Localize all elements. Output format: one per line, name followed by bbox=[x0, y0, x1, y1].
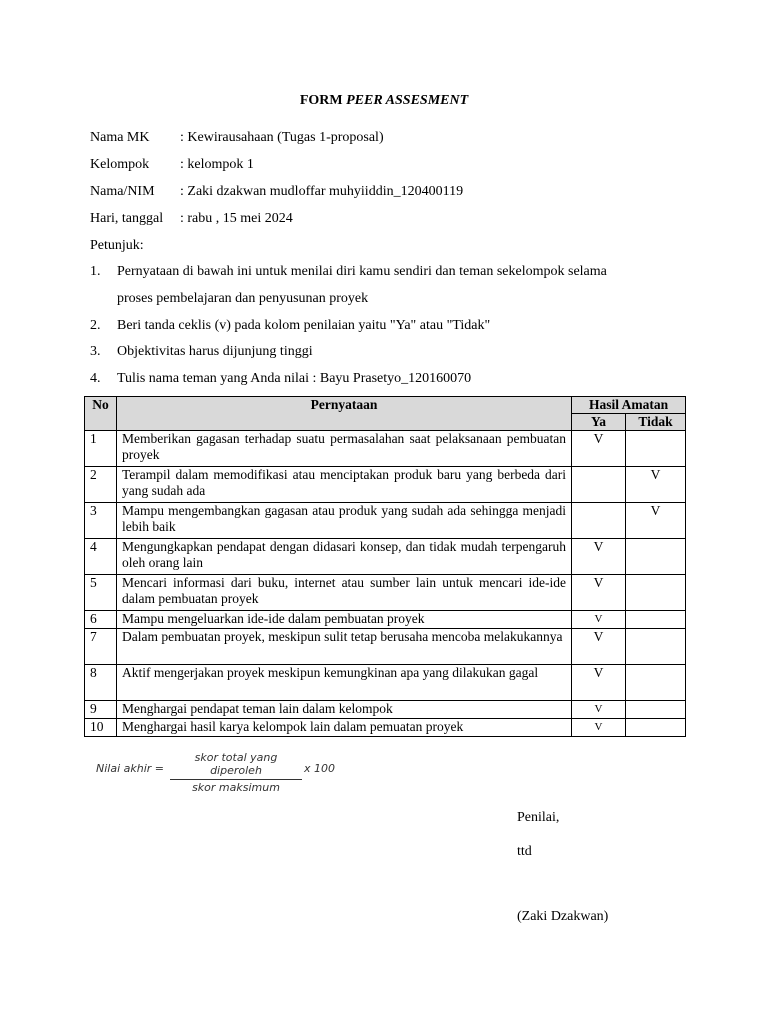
instruction-number: 2. bbox=[90, 318, 101, 333]
row-no-mark[interactable] bbox=[626, 665, 686, 701]
field-label: Hari, tanggal bbox=[90, 211, 164, 226]
final-score-formula bbox=[96, 751, 336, 794]
row-yes-mark[interactable]: V bbox=[572, 611, 626, 629]
assessment-table bbox=[84, 396, 686, 737]
header-no: No bbox=[85, 397, 117, 431]
table-row bbox=[85, 575, 686, 611]
instruction-text: Tulis nama teman yang Anda nilai : Bayu Prasetyo_120160070 bbox=[117, 371, 472, 386]
row-yes-mark[interactable]: V bbox=[572, 629, 626, 665]
row-yes-mark[interactable]: V bbox=[572, 575, 626, 611]
row-statement: Dalam pembuatan proyek, meskipun sulit tetap berusaha mencoba melakukannya bbox=[117, 629, 572, 665]
table-row bbox=[85, 665, 686, 701]
row-yes-mark[interactable]: V bbox=[572, 719, 626, 737]
row-yes-mark[interactable]: V bbox=[572, 665, 626, 701]
row-number: 10 bbox=[85, 719, 117, 737]
row-yes-mark[interactable]: V bbox=[572, 539, 626, 575]
header-no-option: Tidak bbox=[626, 414, 686, 431]
row-yes-mark[interactable]: V bbox=[572, 701, 626, 719]
row-no-mark[interactable] bbox=[626, 575, 686, 611]
field-value: : Kewirausahaan (Tugas 1-proposal) bbox=[180, 130, 384, 145]
row-statement: Mampu mengembangkan gagasan atau produk yang sudah ada sehingga menjadi lebih baik bbox=[117, 503, 572, 539]
instruction-number: 4. bbox=[90, 371, 101, 386]
instruction-number: 1. bbox=[90, 264, 101, 279]
header-yes: Ya bbox=[572, 414, 626, 431]
table-row bbox=[85, 503, 686, 539]
instruction-number: 3. bbox=[90, 344, 101, 359]
row-no-mark[interactable] bbox=[626, 701, 686, 719]
row-yes-mark[interactable] bbox=[572, 503, 626, 539]
form-title: FORM PEER ASSESMENT bbox=[299, 93, 469, 108]
table-header-row bbox=[85, 397, 686, 414]
signature-name: (Zaki Dzakwan) bbox=[517, 909, 609, 924]
field-value: : Zaki dzakwan mudloffar muhyiiddin_120400119 bbox=[180, 184, 464, 199]
formula-rhs: x 100 bbox=[304, 762, 336, 775]
row-number: 7 bbox=[85, 629, 117, 665]
row-no-mark[interactable]: V bbox=[626, 467, 686, 503]
row-yes-mark[interactable] bbox=[572, 467, 626, 503]
row-statement: Terampil dalam memodifikasi atau menciptakan produk baru yang berbeda dari yang sudah ada bbox=[117, 467, 572, 503]
row-statement: Memberikan gagasan terhadap suatu permasalahan saat pelaksanaan pembuatan proyek bbox=[117, 431, 572, 467]
row-no-mark[interactable] bbox=[626, 539, 686, 575]
row-statement: Menghargai pendapat teman lain dalam kelompok bbox=[117, 701, 572, 719]
row-number: 6 bbox=[85, 611, 117, 629]
field-label: Nama MK bbox=[90, 130, 150, 145]
formula-numerator: skor total yang diperoleh bbox=[170, 751, 302, 780]
signature-mark: ttd bbox=[517, 844, 532, 859]
table-row bbox=[85, 719, 686, 737]
peer-assessment-form: FORM PEER ASSESMENT Nama MK : Kewirausahaan (Tugas 1-proposal) Kelompok : kelompok 1 Nama/NIM : Zaki dzakwan mudloffar muhyiiddin_120400119 Hari, tanggal : rabu , 15 mei 2024 Petunjuk: 1. Pernyataan di bawah ini untuk menilai diri kamu sendiri dan teman sekelompok selama proses pembelajaran dan penyusunan proyek 2. Beri tanda ceklis (v) pada kolom penilaian yaitu "Ya" atau "Tidak" 3. Objektivitas harus dijunjung tinggi 4. Tulis nama teman yang Anda nilai : Bayu Prasetyo_120160070 No Pernyataan Hasil Amatan Ya Tidak 1 Memberikan gagasan terhadap suatu permasalahan saat pelaksanaan pembuatan proyek V 2 Terampil dalam memodifikasi atau menciptakan produk baru yang berbeda dari yang sudah ada V 3 Mampu mengembangkan gagasan atau produk yang sudah ada sehingga menjadi lebih baik V 4 Mengungkapkan pendapat dengan didasari konsep, dan tidak mudah terpengaruh oleh orang lain V 5 Mencari informasi dari buku, internet atau sumber lain untuk mencari ide-ide dalam pembuatan proyek V 6 Mampu mengeluarkan ide-ide dalam pembuatan proyek V 7 Dalam pembuatan proyek, meskipun sulit tetap berusaha mencoba melakukannya V 8 Aktif mengerjakan proyek meskipun kemungkinan apa yang dilakukan gagal V 9 Menghargai pendapat teman lain dalam kelompok V 10 Menghargai hasil karya kelompok lain dalam pemuatan proyek V Nilai akhir = skor total yang diperoleh skor maksimum x 100 Penilai, ttd (Zaki Dzakwan) bbox=[0, 0, 768, 1024]
formula-lhs: Nilai akhir = bbox=[96, 762, 165, 775]
header-result: Hasil Amatan bbox=[572, 397, 686, 414]
instruction-text: proses pembelajaran dan penyusunan proyek bbox=[117, 291, 369, 306]
row-number: 9 bbox=[85, 701, 117, 719]
row-statement: Mengungkapkan pendapat dengan didasari konsep, dan tidak mudah terpengaruh oleh orang lain bbox=[117, 539, 572, 575]
row-statement: Mencari informasi dari buku, internet atau sumber lain untuk mencari ide-ide dalam pembuatan proyek bbox=[117, 575, 572, 611]
row-number: 3 bbox=[85, 503, 117, 539]
row-statement: Aktif mengerjakan proyek meskipun kemungkinan apa yang dilakukan gagal bbox=[117, 665, 572, 701]
field-value: : rabu , 15 mei 2024 bbox=[180, 211, 293, 226]
formula-denominator: skor maksimum bbox=[192, 781, 280, 794]
row-no-mark[interactable] bbox=[626, 611, 686, 629]
table-row bbox=[85, 701, 686, 719]
field-label: Nama/NIM bbox=[90, 184, 155, 199]
header-statement: Pernyataan bbox=[117, 397, 572, 431]
row-statement: Menghargai hasil karya kelompok lain dalam pemuatan proyek bbox=[117, 719, 572, 737]
row-yes-mark[interactable]: V bbox=[572, 431, 626, 467]
table-row bbox=[85, 629, 686, 665]
field-label: Kelompok bbox=[90, 157, 150, 172]
formula-fraction bbox=[170, 751, 302, 794]
row-number: 1 bbox=[85, 431, 117, 467]
table-row bbox=[85, 611, 686, 629]
row-number: 8 bbox=[85, 665, 117, 701]
row-no-mark[interactable] bbox=[626, 431, 686, 467]
row-statement: Mampu mengeluarkan ide-ide dalam pembuatan proyek bbox=[117, 611, 572, 629]
instruction-text: Pernyataan di bawah ini untuk menilai diri kamu sendiri dan teman sekelompok selama bbox=[117, 264, 607, 279]
row-number: 4 bbox=[85, 539, 117, 575]
signature-role: Penilai, bbox=[517, 810, 560, 825]
instruction-text: Beri tanda ceklis (v) pada kolom penilaian yaitu "Ya" atau "Tidak" bbox=[117, 318, 491, 333]
row-number: 5 bbox=[85, 575, 117, 611]
field-value: : kelompok 1 bbox=[180, 157, 254, 172]
row-no-mark[interactable] bbox=[626, 629, 686, 665]
table-row bbox=[85, 467, 686, 503]
table-row bbox=[85, 431, 686, 467]
table-row bbox=[85, 539, 686, 575]
row-no-mark[interactable] bbox=[626, 719, 686, 737]
row-number: 2 bbox=[85, 467, 117, 503]
row-no-mark[interactable]: V bbox=[626, 503, 686, 539]
instruction-text: Objektivitas harus dijunjung tinggi bbox=[117, 344, 313, 359]
